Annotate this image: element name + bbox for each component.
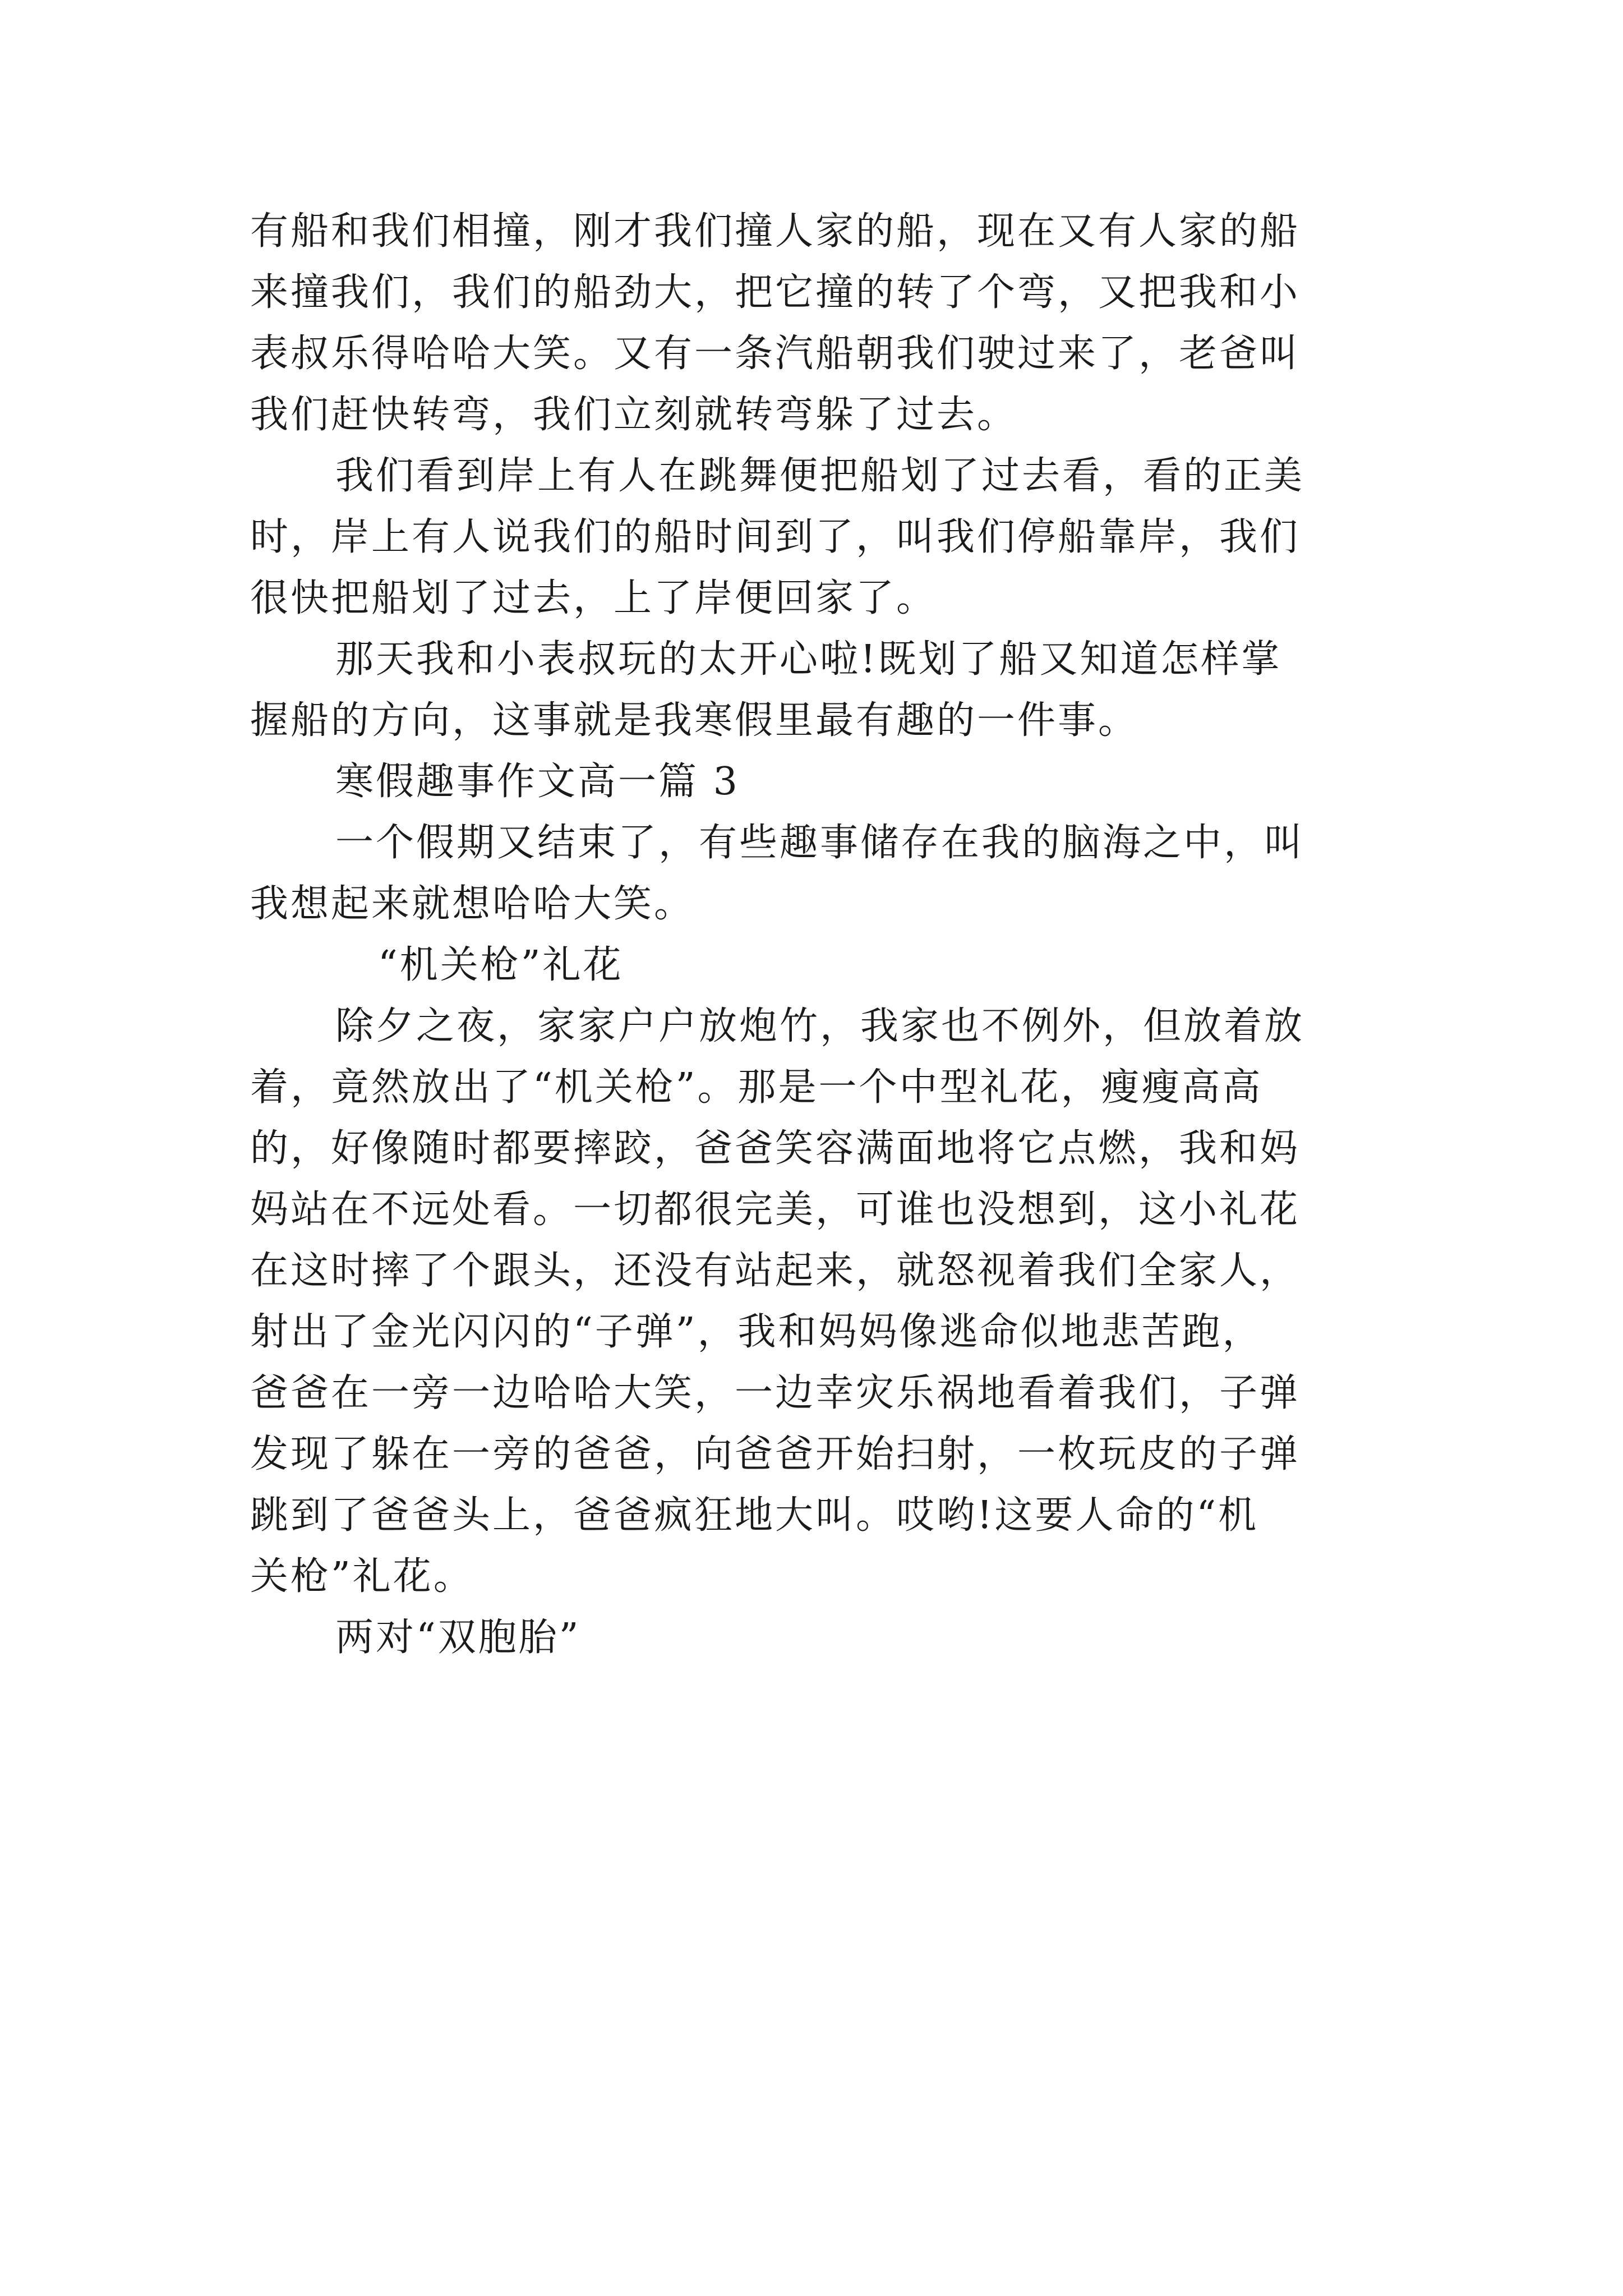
paragraph-line: 爸爸在一旁一边哈哈大笑，一边幸灾乐祸地看着我们，子弹 [250,1371,1301,1415]
paragraph-line: 妈站在不远处看。一切都很完美，可谁也没想到，这小礼花 [250,1188,1301,1232]
paragraph-line: 来撞我们，我们的船劲大，把它撞的转了个弯，又把我和小 [250,270,1301,315]
paragraph-line: 在这时摔了个跟头，还没有站起来，就怒视着我们全家人， [250,1249,1301,1293]
paragraph-line: 关枪”礼花。 [250,1554,474,1599]
paragraph-line: 表叔乐得哈哈大笑。又有一条汽船朝我们驶过来了，老爸叫 [250,332,1301,376]
paragraph-line: 我们赶快转弯，我们立刻就转弯躲了过去。 [250,393,1018,437]
paragraph-line: 我们看到岸上有人在跳舞便把船划了过去看，看的正美 [335,454,1305,498]
paragraph-line: 跳到了爸爸头上，爸爸疯狂地大叫。哎哟!这要人命的“机 [250,1493,1259,1538]
paragraph-line: 时，岸上有人说我们的船时间到了，叫我们停船靠岸，我们 [250,515,1301,559]
paragraph-line: 有船和我们相撞，刚才我们撞人家的船，现在又有人家的船 [250,209,1301,254]
section-heading: 寒假趣事作文高一篇 3 [335,760,740,804]
paragraph-line: 射出了金光闪闪的“子弹”，我和妈妈像逃命似地悲苦跑， [250,1310,1263,1354]
paragraph-line: 很快把船划了过去，上了岸便回家了。 [250,576,937,620]
paragraph-line: 一个假期又结束了，有些趣事储存在我的脑海之中，叫 [335,821,1305,865]
paragraph-line: 着，竟然放出了“机关枪”。那是一个中型礼花，瘦瘦高高 [250,1065,1263,1110]
paragraph-line: 除夕之夜，家家户户放炮竹，我家也不例外，但放着放 [335,1004,1305,1048]
paragraph-line: 发现了躲在一旁的爸爸，向爸爸开始扫射，一枚玩皮的子弹 [250,1432,1301,1476]
subheading: “机关枪”礼花 [378,943,624,987]
paragraph-line: 那天我和小表叔玩的太开心啦!既划了船又知道怎样掌 [335,637,1282,682]
paragraph-line: 的，好像随时都要摔跤，爸爸笑容满面地将它点燃，我和妈 [250,1126,1301,1171]
paragraph-line: 握船的方向，这事就是我寒假里最有趣的一件事。 [250,698,1139,743]
document-body [250,201,1394,1668]
subheading: 两对“双胞胎” [335,1616,581,1660]
paragraph-line: 我想起来就想哈哈大笑。 [250,882,695,926]
